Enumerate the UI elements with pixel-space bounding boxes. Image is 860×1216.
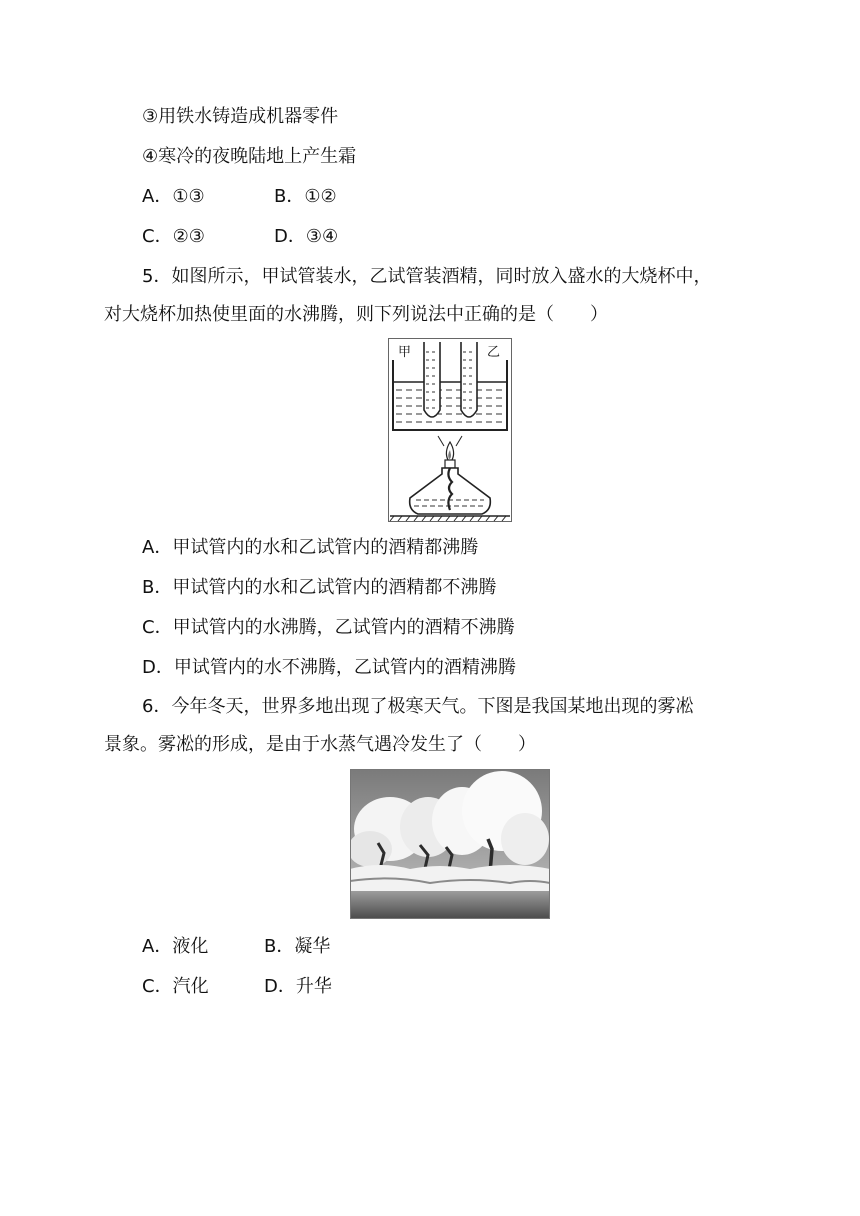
q6-stem-line-1: 6．今年冬天，世界多地出现了极寒天气。下图是我国某地出现的雾凇 — [142, 696, 694, 717]
q5-stem-line-2: 对大烧杯加热使里面的水沸腾，则下列说法中正确的是（ ） — [104, 304, 608, 325]
q5-apparatus-figure — [388, 338, 512, 522]
q5-option-c: C．甲试管内的水沸腾，乙试管内的酒精不沸腾 — [142, 617, 515, 638]
q6-option-c: C．汽化 — [142, 976, 209, 997]
q5-option-b: B．甲试管内的水和乙试管内的酒精都不沸腾 — [142, 577, 497, 598]
q6-option-a: A．液化 — [142, 936, 209, 957]
q6-stem-line-2: 景象。雾凇的形成，是由于水蒸气遇冷发生了（ ） — [104, 734, 536, 755]
tube-label-left: 甲 — [398, 345, 412, 360]
q5-option-d: D．甲试管内的水不沸腾，乙试管内的酒精沸腾 — [142, 657, 516, 678]
item-4: ④寒冷的夜晚陆地上产生霜 — [142, 146, 357, 167]
q6-option-d: D．升华 — [264, 976, 332, 997]
rime-scene-photo — [350, 769, 550, 919]
item-3: ③用铁水铸造成机器零件 — [142, 106, 339, 127]
q6-option-b: B．凝华 — [264, 936, 331, 957]
prev-option-b: B．①② — [274, 186, 337, 207]
prev-option-c: C．②③ — [142, 226, 205, 247]
q5-stem-line-1: 5．如图所示，甲试管装水，乙试管装酒精，同时放入盛水的大烧杯中， — [142, 266, 712, 287]
prev-option-a: A．①③ — [142, 186, 205, 207]
prev-option-d: D．③④ — [274, 226, 339, 247]
tube-label-right: 乙 — [487, 345, 501, 360]
q5-option-a: A．甲试管内的水和乙试管内的酒精都沸腾 — [142, 537, 479, 558]
